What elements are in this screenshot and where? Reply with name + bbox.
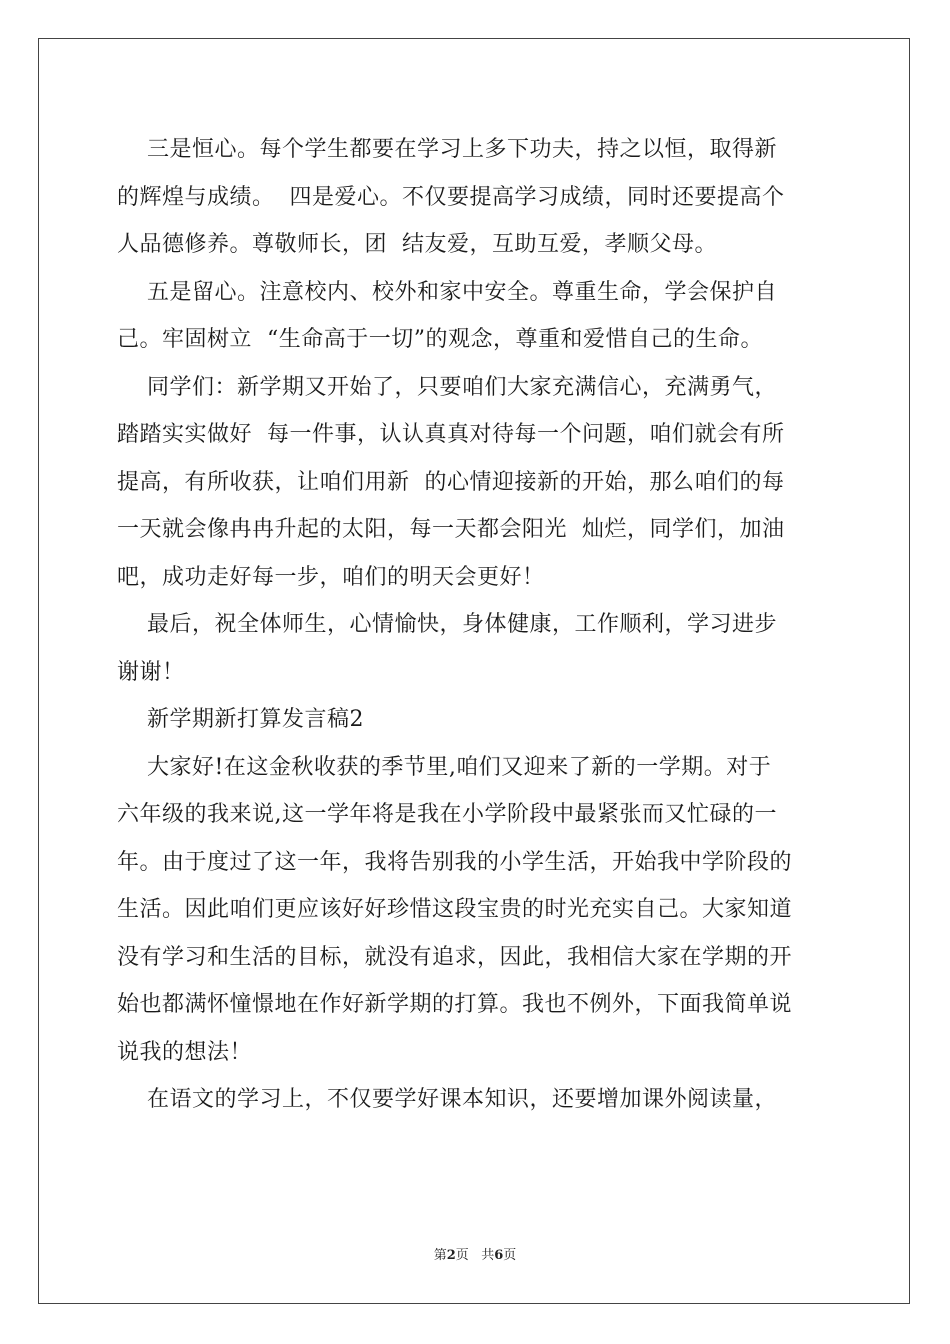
text-line: 大家好!在这金秋收获的季节里,咱们又迎来了新的一学期。对于 bbox=[117, 754, 772, 780]
page-footer bbox=[0, 1246, 950, 1266]
text-line: 在语文的学习上，不仅要学好课本知识，还要增加课外阅读量， bbox=[117, 1087, 777, 1112]
document-body bbox=[117, 126, 833, 1124]
text-line: 始也都满怀憧憬地在作好新学期的打算。我也不例外，下面我简单说 bbox=[117, 992, 793, 1017]
footer-total-prefix: 共 bbox=[481, 1248, 495, 1263]
text-line: 六年级的我来说,这一学年将是我在小学阶段中最紧张而又忙碌的一 bbox=[117, 802, 777, 827]
total-page-count: 6 bbox=[494, 1248, 504, 1263]
current-page-number: 2 bbox=[446, 1248, 456, 1263]
text-line: 生活。因此咱们更应该好好珍惜这段宝贵的时光充实自己。大家知道 bbox=[117, 897, 793, 922]
text-line: 人品德修养。尊敬师长，团 结友爱，互助互爱，孝顺父母。 bbox=[117, 232, 717, 257]
text-line: 谢谢！ bbox=[117, 659, 185, 685]
text-line: 没有学习和生活的目标，就没有追求，因此，我相信大家在学期的开 bbox=[117, 944, 793, 970]
section-heading: 新学期新打算发言稿2 bbox=[117, 707, 364, 732]
text-line: 吧，成功走好每一步，咱们的明天会更好！ bbox=[117, 564, 545, 590]
text-line: 最后，祝全体师生，心情愉快，身体健康，工作顺利，学习进步 bbox=[117, 612, 777, 637]
footer-prefix: 第 bbox=[433, 1248, 447, 1263]
text-line: 的辉煌与成绩。 四是爱心。不仅要提高学习成绩，同时还要提高个 bbox=[117, 184, 785, 210]
text-line: 同学们：新学期又开始了，只要咱们大家充满信心，充满勇气， bbox=[117, 374, 777, 400]
text-line: 三是恒心。每个学生都要在学习上多下功夫，持之以恒，取得新 bbox=[117, 137, 777, 162]
footer-page-suffix: 页 bbox=[455, 1248, 469, 1263]
text-line: 一天就会像冉冉升起的太阳，每一天都会阳光 灿烂，同学们，加油 bbox=[117, 517, 785, 542]
text-line: 踏踏实实做好 每一件事，认认真真对待每一个问题，咱们就会有所 bbox=[117, 422, 785, 447]
text-line: 年。由于度过了这一年，我将告别我的小学生活，开始我中学阶段的 bbox=[117, 849, 793, 875]
text-line: 说我的想法！ bbox=[117, 1039, 253, 1065]
text-line: 己。牢固树立 “生命高于一切”的观念，尊重和爱惜自己的生命。 bbox=[117, 327, 763, 352]
text-line: 五是留心。注意校内、校外和家中安全。尊重生命，学会保护自 bbox=[117, 279, 777, 305]
footer-total-suffix: 页 bbox=[503, 1248, 517, 1263]
text-line: 提高，有所收获，让咱们用新 的心情迎接新的开始，那么咱们的每 bbox=[117, 469, 785, 495]
